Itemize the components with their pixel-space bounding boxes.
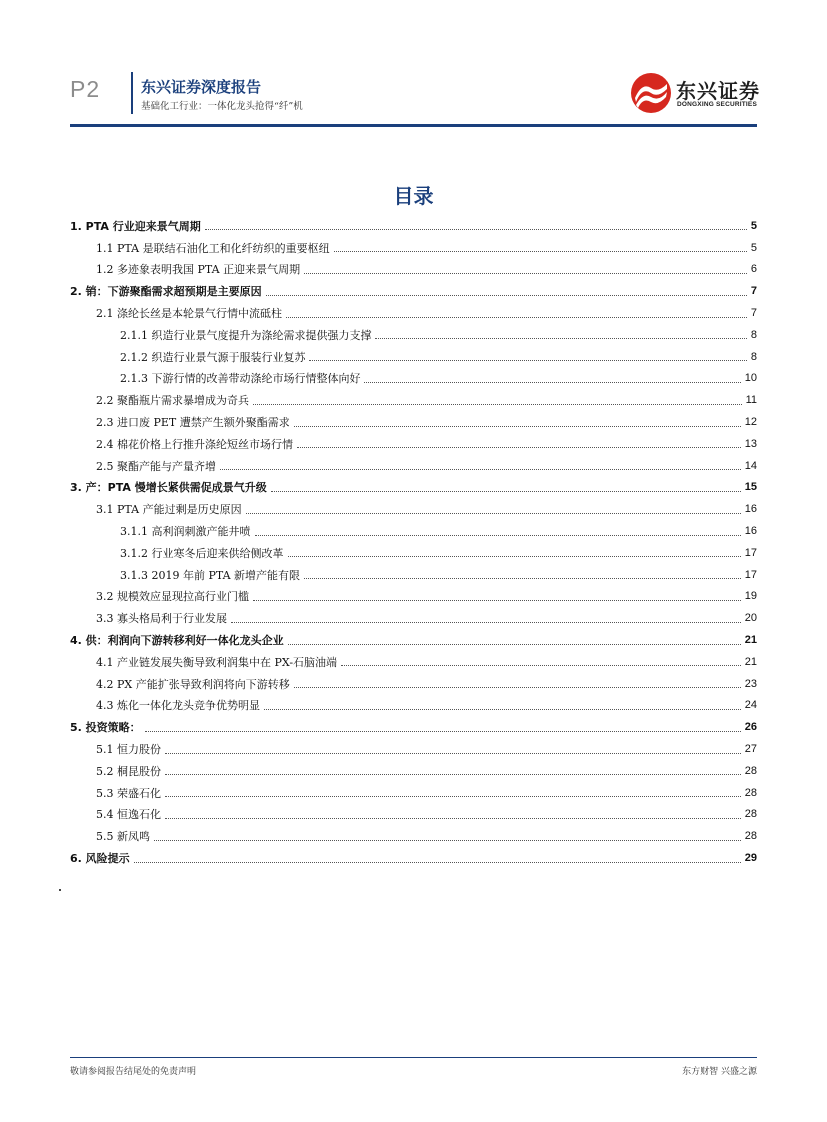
toc-dot-leader bbox=[253, 404, 742, 405]
toc-entry-page: 27 bbox=[744, 743, 757, 756]
toc-entry-page: 28 bbox=[744, 808, 757, 821]
toc-entry-label: 3.1.3 2019 年前 PTA 新增产能有限 bbox=[120, 568, 301, 582]
toc-entry-page: 21 bbox=[744, 655, 757, 668]
toc-entry-label: 3.2 规模效应显现拉高行业门槛 bbox=[96, 590, 249, 604]
toc-entry-page: 26 bbox=[744, 721, 757, 734]
toc-entry-label: 4.2 PX 产能扩张导致利润将向下游转移 bbox=[96, 677, 290, 691]
disclaimer-note: 敬请参阅报告结尾处的免责声明 bbox=[70, 1067, 197, 1077]
toc-dot-leader bbox=[266, 295, 747, 296]
toc-entry-label: 2.1.3 下游行情的改善带动涤纶市场行情整体向好 bbox=[120, 372, 361, 386]
toc-entry-page: 8 bbox=[750, 350, 757, 363]
toc-dot-leader bbox=[297, 447, 741, 448]
toc-entry-page: 15 bbox=[744, 481, 757, 494]
toc-entry-label: 2.3 进口废 PET 遭禁产生额外聚酯需求 bbox=[96, 416, 290, 430]
toc-entry[interactable] bbox=[70, 259, 757, 281]
toc-entry[interactable] bbox=[70, 368, 757, 390]
toc-entry[interactable] bbox=[70, 607, 757, 629]
toc-entry-label: 2.2 聚酯瓶片需求暴增成为奇兵 bbox=[96, 394, 249, 408]
toc-entry[interactable] bbox=[70, 520, 757, 542]
toc-entry[interactable] bbox=[70, 825, 757, 847]
toc-dot-leader bbox=[375, 338, 746, 339]
report-subtitle: 基础化工行业：一体化龙头抢得“纤”机 bbox=[141, 101, 303, 112]
toc-dot-leader bbox=[304, 273, 747, 274]
toc-entry[interactable] bbox=[70, 324, 757, 346]
toc-dot-leader bbox=[271, 491, 741, 492]
toc-entry-label: 4.3 炼化一体化龙头竞争优势明显 bbox=[96, 699, 260, 713]
toc-entry[interactable] bbox=[70, 346, 757, 368]
company-slogan: 东方财智 兴盛之源 bbox=[682, 1067, 757, 1077]
toc-entry-label: 6. 风险提示 bbox=[70, 852, 130, 865]
toc-entry-page: 13 bbox=[744, 437, 757, 450]
toc-entry-label: 3.1 PTA 产能过剩是历史原因 bbox=[96, 503, 242, 517]
toc-entry-label: 5.5 新凤鸣 bbox=[96, 830, 150, 844]
toc-entry-page: 14 bbox=[744, 459, 757, 472]
toc-entry[interactable] bbox=[70, 280, 757, 302]
toc-entry-label: 2.1.1 织造行业景气度提升为涤纶需求提供强力支撑 bbox=[120, 328, 372, 342]
toc-entry-label: 2.1 涤纶长丝是本轮景气行情中流砥柱 bbox=[96, 307, 282, 321]
toc-entry[interactable] bbox=[70, 455, 757, 477]
toc-entry[interactable] bbox=[70, 215, 757, 237]
toc-entry[interactable] bbox=[70, 302, 757, 324]
toc-dot-leader bbox=[341, 665, 741, 666]
header-rule bbox=[70, 124, 757, 127]
toc-entry-page: 6 bbox=[750, 263, 757, 276]
toc-entry-page: 7 bbox=[750, 285, 757, 298]
toc-entry[interactable] bbox=[70, 237, 757, 259]
toc-entry-label: 4.1 产业链发展失衡导致利润集中在 PX-石脑油端 bbox=[96, 655, 338, 669]
toc-entry-page: 28 bbox=[744, 830, 757, 843]
toc-entry[interactable] bbox=[70, 651, 757, 673]
toc-entry[interactable] bbox=[70, 586, 757, 608]
toc-dot-leader bbox=[165, 818, 741, 819]
toc-dot-leader bbox=[334, 251, 747, 252]
toc-dot-leader bbox=[145, 731, 741, 732]
toc-entry[interactable] bbox=[70, 695, 757, 717]
toc-entry-page: 8 bbox=[750, 328, 757, 341]
toc-dot-leader bbox=[134, 862, 741, 863]
toc-entry-label: 5. 投资策略： bbox=[70, 721, 141, 735]
toc-dot-leader bbox=[205, 229, 747, 230]
toc-dot-leader bbox=[220, 469, 741, 470]
toc-dot-leader bbox=[288, 644, 741, 645]
logo-english-name: DONGXING SECURITIES bbox=[677, 101, 758, 108]
toc-entry-page: 19 bbox=[744, 590, 757, 603]
toc-entry-page: 11 bbox=[745, 394, 757, 407]
toc-entry[interactable] bbox=[70, 411, 757, 433]
toc-dot-leader bbox=[304, 578, 741, 579]
toc-entry-page: 23 bbox=[744, 677, 757, 690]
toc-entry-page: 28 bbox=[744, 764, 757, 777]
toc-dot-leader bbox=[288, 556, 741, 557]
toc-entry-label: 2.1.2 织造行业景气源于服装行业复苏 bbox=[120, 350, 306, 364]
toc-entry-label: 1.1 PTA 是联结石油化工和化纤纺织的重要枢纽 bbox=[96, 241, 330, 255]
toc-title: 目录 bbox=[393, 184, 434, 208]
toc-entry-label: 5.2 桐昆股份 bbox=[96, 764, 161, 778]
toc-entry[interactable] bbox=[70, 477, 757, 499]
toc-entry[interactable] bbox=[70, 433, 757, 455]
toc-entry-label: 2. 销：下游聚酯需求超预期是主要原因 bbox=[70, 285, 262, 299]
toc-dot-leader bbox=[364, 382, 740, 383]
logo-chinese-name: 东兴证券 bbox=[676, 79, 760, 103]
toc-dot-leader bbox=[231, 622, 741, 623]
toc-entry-page: 7 bbox=[750, 307, 757, 320]
toc-dot-leader bbox=[253, 600, 741, 601]
toc-dot-leader bbox=[165, 774, 741, 775]
toc-entry-page: 29 bbox=[744, 852, 757, 864]
toc-dot-leader bbox=[255, 535, 741, 536]
dongxing-logo-icon bbox=[630, 72, 672, 114]
toc-entry[interactable] bbox=[70, 542, 757, 564]
toc-entry[interactable] bbox=[70, 673, 757, 695]
toc-entry-page: 10 bbox=[744, 372, 757, 385]
toc-entry[interactable] bbox=[70, 760, 757, 782]
toc-entry-label: 5.3 荣盛石化 bbox=[96, 786, 161, 800]
toc-entry-page: 17 bbox=[744, 546, 757, 559]
toc-dot-leader bbox=[264, 709, 741, 710]
toc-entry[interactable] bbox=[70, 498, 757, 520]
toc-entry-page: 17 bbox=[744, 568, 757, 581]
toc-entry-page: 5 bbox=[750, 219, 757, 232]
toc-entry-label: 3. 产：PTA 慢增长紧供需促成景气升级 bbox=[70, 481, 267, 495]
toc-dot-leader bbox=[309, 360, 746, 361]
toc-entry-page: 20 bbox=[744, 612, 757, 625]
toc-entry-label: 5.1 恒力股份 bbox=[96, 743, 161, 757]
toc-dot-leader bbox=[246, 513, 741, 514]
toc-dot-leader bbox=[286, 317, 747, 318]
report-title: 东兴证券深度报告 bbox=[141, 78, 262, 96]
header-separator bbox=[131, 72, 133, 114]
toc-dot-leader bbox=[154, 840, 741, 841]
company-logo bbox=[630, 72, 760, 116]
toc-entry[interactable] bbox=[70, 629, 757, 651]
toc-entry-page: 21 bbox=[744, 634, 757, 647]
report-header bbox=[0, 0, 827, 128]
toc-entry-label: 1. PTA 行业迎来景气周期 bbox=[70, 219, 201, 233]
toc-entry-page: 5 bbox=[750, 241, 757, 254]
toc-entry-label: 3.3 寡头格局利于行业发展 bbox=[96, 612, 227, 626]
toc-entry-label: 2.5 聚酯产能与产量齐增 bbox=[96, 459, 216, 473]
toc-dot-leader bbox=[294, 426, 741, 427]
toc-entry[interactable] bbox=[70, 782, 757, 804]
table-of-contents bbox=[70, 215, 757, 869]
toc-dot-leader bbox=[165, 796, 741, 797]
toc-entry-label: 3.1.1 高利润刺激产能井喷 bbox=[120, 525, 251, 539]
toc-dot-leader bbox=[294, 687, 741, 688]
toc-entry[interactable] bbox=[70, 804, 757, 826]
toc-entry-label: 1.2 多迹象表明我国 PTA 正迎来景气周期 bbox=[96, 263, 301, 277]
toc-entry-page: 16 bbox=[744, 503, 757, 516]
toc-entry-page: 16 bbox=[744, 525, 757, 538]
footer-rule bbox=[70, 1057, 757, 1058]
toc-entry[interactable] bbox=[70, 564, 757, 586]
toc-entry-label: 5.4 恒逸石化 bbox=[96, 808, 161, 822]
toc-entry[interactable] bbox=[70, 847, 757, 869]
toc-entry[interactable] bbox=[70, 738, 757, 760]
toc-dot-leader bbox=[165, 753, 741, 754]
toc-entry-label: 2.4 棉花价格上行推升涤纶短丝市场行情 bbox=[96, 437, 293, 451]
toc-entry-page: 12 bbox=[744, 416, 757, 429]
toc-entry-label: 3.1.2 行业寒冬后迎来供给侧改革 bbox=[120, 546, 284, 560]
page-number: P2 bbox=[70, 76, 101, 102]
stray-mark bbox=[59, 889, 61, 891]
toc-entry[interactable] bbox=[70, 389, 757, 411]
toc-entry[interactable] bbox=[70, 716, 757, 738]
toc-entry-page: 28 bbox=[744, 786, 757, 799]
toc-entry-label: 4. 供：利润向下游转移利好一体化龙头企业 bbox=[70, 634, 284, 648]
toc-entry-page: 24 bbox=[744, 699, 757, 712]
